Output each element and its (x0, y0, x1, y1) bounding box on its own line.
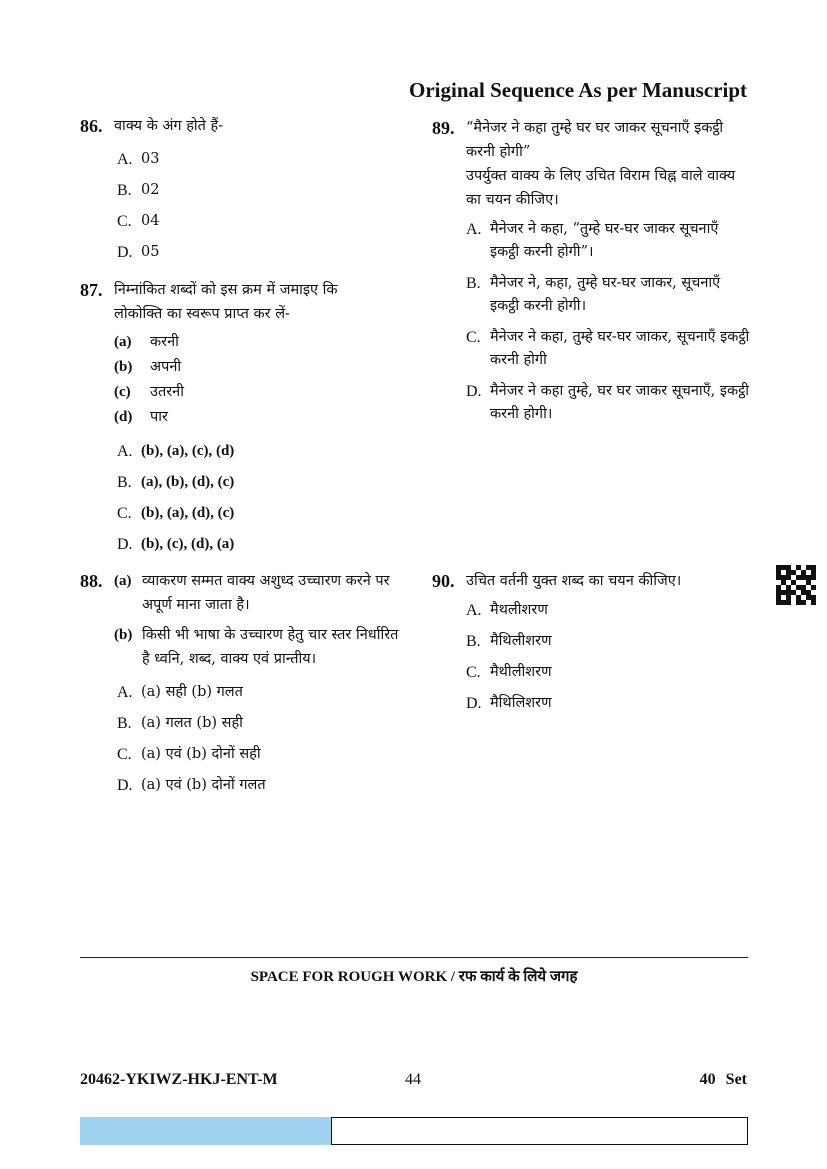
option-d[interactable]: D. मैनेजर ने कहा तुम्हे, घर घर जाकर सूचनाएँ, इकट्ठी करनी होगी। (466, 383, 749, 422)
question-86 (80, 114, 400, 272)
option-d[interactable]: D. (a) एवं (b) दोनों गलत (117, 777, 266, 794)
option-d[interactable]: D. मैथिलिशरण (466, 695, 552, 712)
footer-code: 20462-YKIWZ-HKJ-ENT-M (80, 1071, 278, 1088)
option-d[interactable]: D. (b), (c), (d), (a) (117, 536, 235, 553)
page-title: Original Sequence As per Manuscript (409, 78, 747, 102)
option-b[interactable]: B. मैनेजर ने, कहा, तुम्हे घर-घर जाकर, सूचनाएँ इकट्ठी करनी होगी। (466, 275, 721, 314)
list-item: (a) करनी (114, 334, 179, 350)
question-stem: वाक्य के अंग होते हैं- (114, 118, 224, 134)
question-quote: “मैनेजर ने कहा तुम्हे घर घर जाकर सूचनाएँ इकट्ठी करनी होगी” (466, 120, 724, 160)
question-90 (432, 569, 750, 723)
option-b[interactable]: B. (a), (b), (d), (c) (117, 474, 235, 491)
question-number: 86. (80, 116, 103, 136)
option-a[interactable]: A. मैनेजर ने कहा, “तुम्हे घर-घर जाकर सूचनाएँ इकट्ठी करनी होगी”। (466, 221, 719, 260)
question-stem: निम्नांकित शब्दों को इस क्रम में जमाइए कि लोकोक्ति का स्वरूप प्राप्त कर लें- (114, 282, 338, 322)
statement-b: (b) किसी भी भाषा के उच्चारण हेतु चार स्तर निर्धारित है ध्वनि, शब्द, वाक्य एवं प्रान्तीय। (114, 627, 399, 667)
divider (80, 957, 748, 958)
footer-color-bar (80, 1117, 331, 1145)
option-c[interactable]: C. 04 (117, 213, 160, 230)
rough-work-label: SPACE FOR ROUGH WORK / रफ कार्य के लिये जगह (250, 969, 578, 985)
page-number: 44 (405, 1071, 421, 1088)
question-number: 87. (80, 280, 103, 300)
question-89 (432, 116, 750, 434)
question-number: 88. (80, 571, 103, 591)
qr-code-icon (776, 565, 816, 605)
question-number: 89. (432, 118, 455, 138)
option-a[interactable]: A. (b), (a), (c), (d) (117, 443, 235, 460)
option-b[interactable]: B. मैथिलीशरण (466, 633, 552, 650)
question-88 (80, 569, 400, 805)
option-c[interactable]: C. (b), (a), (d), (c) (117, 505, 235, 522)
list-item: (b) अपनी (114, 359, 182, 375)
option-b[interactable]: B. 02 (117, 182, 160, 199)
question-stem: उचित वर्तनी युक्त शब्द का चयन कीजिए। (466, 573, 682, 589)
option-d[interactable]: D. 05 (117, 244, 160, 261)
footer-answer-box (331, 1117, 748, 1145)
option-b[interactable]: B. (a) गलत (b) सही (117, 715, 243, 732)
list-item: (c) उतरनी (114, 384, 184, 400)
statement-a: (a) व्याकरण सम्मत वाक्य अशुध्द उच्चारण करने पर अपूर्ण माना जाता है। (114, 573, 390, 613)
set-label: 40 Set (699, 1071, 747, 1088)
option-c[interactable]: C. (a) एवं (b) दोनों सही (117, 746, 261, 763)
list-item: (d) पार (114, 409, 168, 425)
option-c[interactable]: C. मैनेजर ने कहा, तुम्हे घर-घर जाकर, सूचनाएँ इकट्ठी करनी होगी (466, 329, 750, 368)
question-87 (80, 278, 385, 564)
question-number: 90. (432, 571, 455, 591)
option-a[interactable]: A. 03 (117, 151, 160, 168)
option-a[interactable]: A. (a) सही (b) गलत (117, 684, 243, 701)
question-stem: उपर्युक्त वाक्य के लिए उचित विराम चिह्न वाले वाक्य का चयन कीजिए। (466, 168, 736, 208)
option-c[interactable]: C. मैथीलीशरण (466, 664, 552, 681)
option-a[interactable]: A. मैथलीशरण (466, 602, 548, 619)
